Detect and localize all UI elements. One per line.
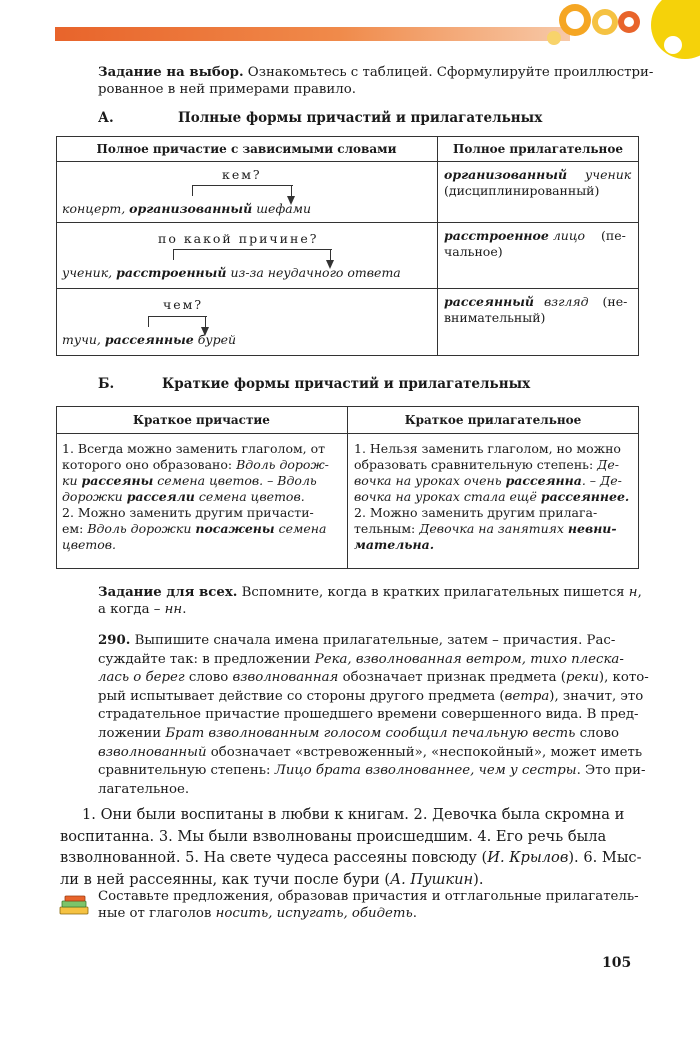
exercise-number: 290. bbox=[98, 633, 131, 648]
section-b-title: Краткие формы причастий и прилагательных bbox=[162, 376, 531, 392]
table-row: тучи, рассеянные бурей bbox=[62, 332, 237, 347]
task-all: Задание для всех. Вспомните, когда в кратких прилагательных пишется н, а когда – нн. bbox=[98, 585, 642, 617]
table-b-header-participle: Краткое причастие bbox=[133, 413, 270, 427]
homework: Составьте предложения, образовав причастия и отглагольные прилагатель- ные от глаголов носить, испугать, обидеть. bbox=[98, 889, 639, 921]
decorative-circles-icon bbox=[540, 0, 700, 60]
table-row: ученик, расстроенный из-за неудачного ответа bbox=[62, 265, 401, 280]
table-b-right-cell: 1. Нельзя заменить глаголом, но можно образовать сравнительную степень: Де- вочка на уроках очень рассеянна. – Де- вочка на уроках стала ещё рассеяннее. 2. Можно заменить другим прилага- тельным: Девочка на занятиях невни- мательна. bbox=[354, 441, 630, 552]
table-row-adjective: расстроенное лицо (пе- чальное) bbox=[444, 228, 626, 259]
page-number: 105 bbox=[602, 955, 632, 971]
table-b-left-cell: 1. Всегда можно заменить глаголом, от которого оно образовано: Вдоль дорож- ки рассеяны семена цветов. – Вдоль дорожки рассеяли семена цветов. 2. Можно заменить другим причасти- ем: Вдоль дорожки посажены семена цветов. bbox=[62, 441, 329, 552]
task-all-label: Задание для всех. bbox=[98, 585, 238, 600]
books-icon bbox=[56, 893, 92, 917]
question-kem: кем? bbox=[222, 167, 262, 182]
table-row-adjective: организованный ученик (дисциплинированный) bbox=[444, 167, 632, 198]
exercise-sentences: 1. Они были воспитаны в любви к книгам. 2. Девочка была скромна и воспитанна. 3. Мы были взволнованы происшедшим. 4. Его речь была взволнованной. 5. На свете чудеса рассеяны повсюду (И. Крылов). 6. Мыс- ли в ней рассеянны, как тучи после бури (А. Пушкин). bbox=[60, 806, 642, 888]
section-a-letter: А. bbox=[98, 110, 114, 126]
task-choice-label: Задание на выбор. bbox=[98, 65, 244, 80]
table-a-header-participle: Полное причастие с зависимыми словами bbox=[96, 142, 397, 156]
task-choice: Задание на выбор. Ознакомьтесь с таблицей. Сформулируйте проиллюстри- рованное в ней примерами правило. bbox=[98, 65, 654, 97]
table-row-adjective: рассеянный взгляд (не- внимательный) bbox=[444, 294, 628, 325]
question-chem: чем? bbox=[163, 297, 204, 312]
header-bar bbox=[55, 27, 570, 41]
section-a-title: Полные формы причастий и прилагательных bbox=[178, 110, 543, 126]
table-b-header-adjective: Краткое прилагательное bbox=[404, 413, 582, 427]
table-a-header-adjective: Полное прилагательное bbox=[453, 142, 623, 156]
question-po-kakoy-prichine: по какой причине? bbox=[158, 231, 319, 246]
table-row: концерт, организованный шефами bbox=[62, 201, 312, 216]
exercise-290: 290. Выпишите сначала имена прилагательные, затем – причастия. Рас- суждайте так: в предложении Река, взволнованная ветром, тихо плеска- лась о берег слово взволнованная обозначает признак предмета (реки), кото- рый испытывает действие со стороны другого предмета (ветра), значит, это страдательное причастие прошедшего времени совершенного вида. В пред- ложении Брат взволнованным голосом сообщил печальную весть слово взволнованный обозначает «встревоженный», «неспокойный», может иметь сравнительную степень: Лицо брата взволнованнее, чем у сестры. Это при- лагательное. bbox=[98, 633, 649, 797]
section-b-letter: Б. bbox=[98, 376, 115, 392]
